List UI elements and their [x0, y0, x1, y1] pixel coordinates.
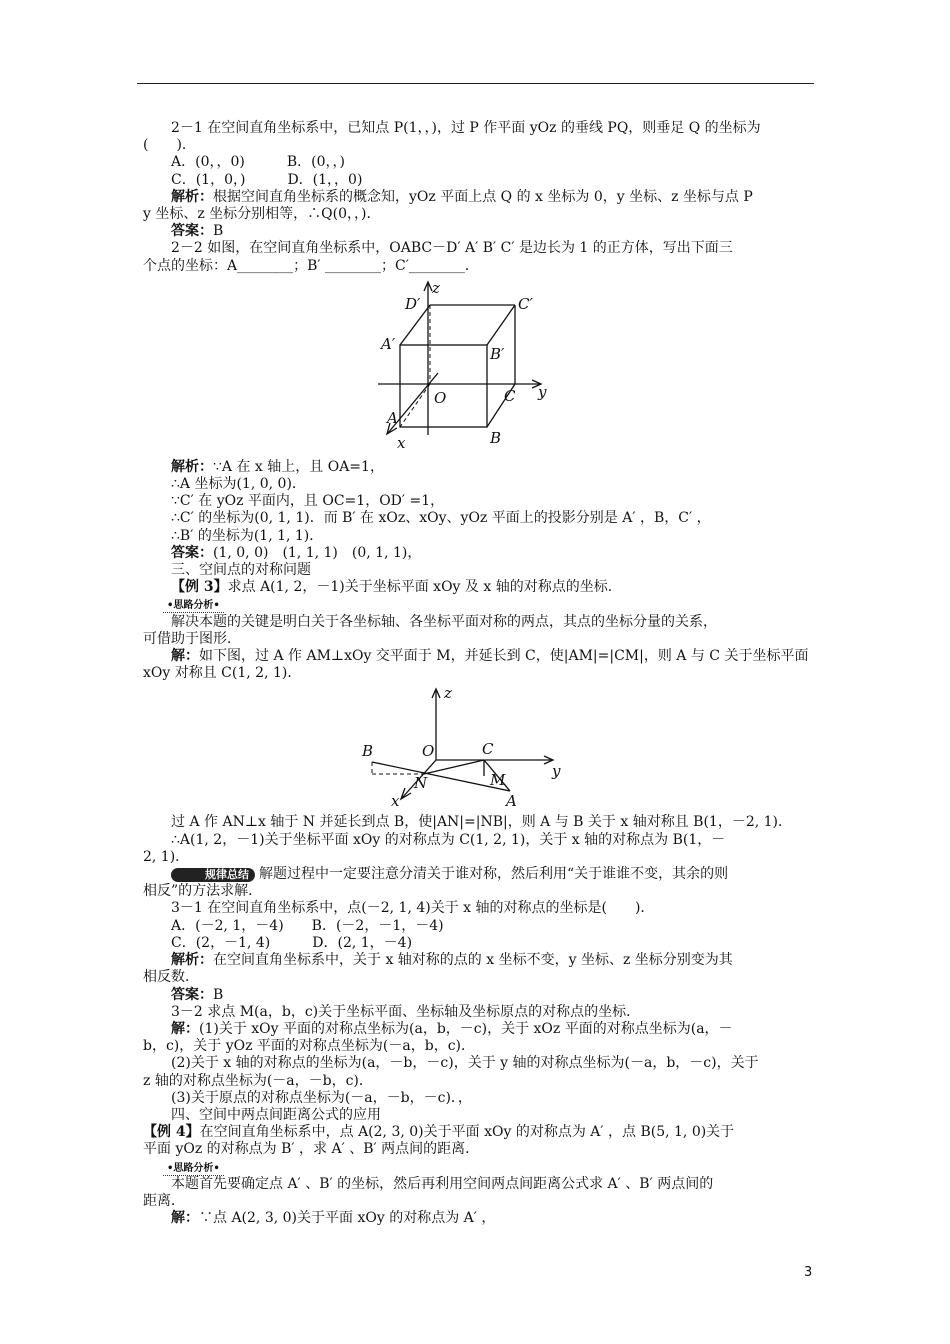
- text-line: ∵C′ 在 yOz 平面内，且 OC=1，OD′ =1，: [171, 493, 445, 510]
- text-line: 3－1 在空间直角坐标系中，点(－2, 1, 4)关于 x 轴的对称点的坐标是( )．: [171, 900, 655, 917]
- answer-label: 答案：: [171, 986, 213, 1003]
- label-O: O: [434, 388, 447, 407]
- text-line: 过 A 作 AN⊥x 轴于 N 并延长到点 B，使|AN|=|NB|，则 A 与 B 关于 x 轴对称且 B(1，－2, 1)．: [171, 814, 792, 831]
- label-A: A: [506, 792, 517, 811]
- analysis-line: [143, 952, 813, 969]
- label-A: A: [387, 408, 398, 427]
- section-heading: 四、空间中两点间距离公式的应用: [171, 1106, 381, 1123]
- analysis-text: 根据空间直角坐标系的概念知，yOz 平面上点 Q 的 x 坐标为 0，y 坐标、z 坐标与点 P: [213, 188, 753, 205]
- cube-edge: [487, 305, 515, 345]
- analysis-text: ∵A 在 x 轴上，且 OA=1，: [213, 458, 384, 475]
- label-x: x: [391, 792, 400, 811]
- text-line: (2)关于 x 轴的对称点的坐标为(a，－b，－c)，关于 y 轴的对称点坐标为(－a，b，－c)，关于: [171, 1055, 759, 1072]
- label-O: O: [422, 742, 435, 761]
- text-line: 距离．: [143, 1192, 185, 1209]
- example-line: [143, 1124, 813, 1141]
- page-body: [143, 120, 813, 1227]
- cube-diagram: [378, 277, 578, 459]
- summary-line: [143, 866, 813, 883]
- answer-line: [143, 223, 813, 240]
- label-B: B: [362, 742, 374, 761]
- text-line: 本题首先要确定点 A′ 、B′ 的坐标，然后再利用空间两点间距离公式求 A′ 、B′ 两点间的: [171, 1175, 714, 1192]
- solution-text: 如下图，过 A 作 AM⊥xOy 交平面于 M，并延长到 C，使|AM|=|CM|，则 A 与 C 关于坐标平面: [199, 648, 809, 665]
- solution-label: 解：: [171, 1020, 199, 1037]
- example-line: [143, 579, 813, 596]
- example-text: 求点 A(1, 2，－1)关于坐标平面 xOy 及 x 轴的对称点的坐标．: [227, 579, 622, 596]
- analysis-line: [143, 459, 813, 476]
- example-label: 【例 3】: [171, 579, 228, 596]
- answer-label: 答案：: [171, 544, 213, 561]
- analysis-text: 在空间直角坐标系中，关于 x 轴对称的点的 x 坐标不变，y 坐标、z 坐标分别变为其: [213, 952, 733, 969]
- text-line: ∴A(1, 2，－1)关于坐标平面 xOy 的对称点为 C(1, 2, 1)，关于 x 轴的对称点为 B(1，－: [171, 831, 726, 848]
- answer-line: [143, 545, 813, 562]
- label-B: B: [490, 428, 502, 447]
- cube-front-face: [400, 345, 487, 427]
- header-rule: [137, 83, 814, 84]
- label-y: y: [552, 762, 561, 781]
- option-line: C．(1，0，) D．(1，，0): [171, 171, 363, 188]
- label-x: x: [397, 433, 406, 452]
- option-line: C．(2，－1, 4) D．(2, 1，－4): [171, 934, 413, 951]
- label-M: M: [490, 771, 506, 790]
- solution-line: [143, 648, 813, 665]
- text-line: 2－2 如图，在空间直角坐标系中，OABC－D′ A′ B′ C′ 是边长为 1 的正方体，写出下面三: [171, 240, 733, 257]
- option-line: A．(－2, 1，－4) B．(－2，－1，－4): [171, 917, 444, 934]
- text-line: b，c)，关于 yOz 平面的对称点坐标为(－a，b，c)．: [143, 1038, 475, 1055]
- analysis-label: 解析：: [171, 952, 213, 969]
- analysis-label: 解析：: [171, 458, 213, 475]
- text-line: xOy 对称且 C(1, 2, 1)．: [143, 665, 302, 682]
- label-C: C: [504, 386, 516, 405]
- label-N: N: [414, 774, 428, 793]
- solution-text: ∵点 A(2, 3, 0)关于平面 xOy 的对称点为 A′ ，: [199, 1210, 496, 1227]
- answer-label: 答案：: [171, 223, 213, 240]
- solution-label: 解：: [171, 1210, 199, 1227]
- page-number: 3: [804, 1265, 813, 1280]
- text-line: z 轴的对称点坐标为(－a，－b，c)．: [143, 1072, 373, 1089]
- section-heading: 三、空间点的对称问题: [171, 562, 311, 579]
- text-line: y 坐标、z 坐标分别相等，∴Q(0，，)．: [143, 206, 381, 223]
- option-line: A．(0，，0) B．(0，，): [171, 154, 345, 171]
- text-line: 个点的坐标：A________；B′ ________；C′________．: [143, 257, 479, 274]
- label-A-prime: A′: [381, 334, 396, 353]
- text-line: 相反数．: [143, 969, 199, 986]
- text-line: (3)关于原点的对称点坐标为(－a，－b，－c)．，: [171, 1089, 472, 1106]
- rule-summary-badge: 规律总结: [171, 868, 255, 882]
- label-D-prime: D′: [405, 294, 421, 313]
- label-z: z: [444, 684, 452, 703]
- label-C-prime: C′: [518, 294, 533, 313]
- label-B-prime: B′: [490, 344, 505, 363]
- answer-text: B: [213, 986, 224, 1003]
- thinking-tag: •思路分析•: [163, 600, 224, 613]
- tag-line: [143, 1159, 813, 1176]
- segment-NC: [424, 760, 484, 774]
- label-y: y: [538, 382, 547, 401]
- tag-line: [143, 596, 813, 613]
- text-line: ∴A 坐标为(1, 0, 0)．: [171, 476, 306, 493]
- text-line: 3－2 求点 M(a，b，c)关于坐标平面、坐标轴及坐标原点的对称点的坐标．: [171, 1003, 641, 1020]
- answer-text: (1, 0, 0) (1, 1, 1) (0, 1, 1)，: [213, 544, 422, 561]
- text-line: 可借助于图形．: [143, 630, 241, 647]
- symmetry-figure: [358, 684, 598, 814]
- solution-label: 解：: [171, 648, 199, 665]
- solution-line: [143, 1021, 813, 1038]
- label-C: C: [482, 740, 494, 759]
- solution-text: (1)关于 xOy 平面的对称点坐标为(a，b，－c)，关于 xOz 平面的对称点坐标为(a，－: [199, 1020, 733, 1037]
- solution-line: [143, 1210, 813, 1227]
- answer-line: [143, 987, 813, 1004]
- example-label: 【例 4】: [143, 1124, 200, 1141]
- text-line: 2, 1)．: [143, 848, 190, 865]
- text-line: 相反”的方法求解．: [143, 883, 263, 900]
- text-line: 解决本题的关键是明白关于各坐标轴、各坐标平面对称的两点，其点的坐标分量的关系，: [171, 613, 717, 630]
- text-line: 平面 yOz 的对称点为 B′ ，求 A′ 、B′ 两点间的距离．: [143, 1141, 480, 1158]
- text-line: 2－1 在空间直角坐标系中，已知点 P(1，，)，过 P 作平面 yOz 的垂线 PQ，则垂足 Q 的坐标为: [171, 120, 761, 136]
- example-text: 在空间直角坐标系中，点 A(2, 3, 0)关于平面 xOy 的对称点为 A′ ，点 B(5, 1, 0)关于: [199, 1124, 735, 1141]
- text-line: ∴C′ 的坐标为(0, 1, 1)．而 B′ 在 xOz、xOy、yOz 平面上的投影分别是 A′ ，B，C′ ，: [171, 510, 711, 527]
- analysis-label: 解析：: [171, 188, 213, 205]
- text-line: ∴B′ 的坐标为(1, 1, 1)．: [171, 527, 324, 544]
- thinking-tag: •思路分析•: [163, 1163, 224, 1176]
- label-z: z: [432, 278, 440, 297]
- symmetry-diagram: [358, 684, 598, 814]
- summary-text: 解题过程中一定要注意分清关于谁对称，然后利用“关于谁谁不变，其余的则: [259, 866, 729, 883]
- hidden-edge: [400, 384, 430, 427]
- analysis-line: [143, 189, 813, 206]
- cube-figure: [378, 277, 578, 459]
- answer-text: B: [213, 223, 224, 240]
- text-line: ( )．: [143, 137, 196, 154]
